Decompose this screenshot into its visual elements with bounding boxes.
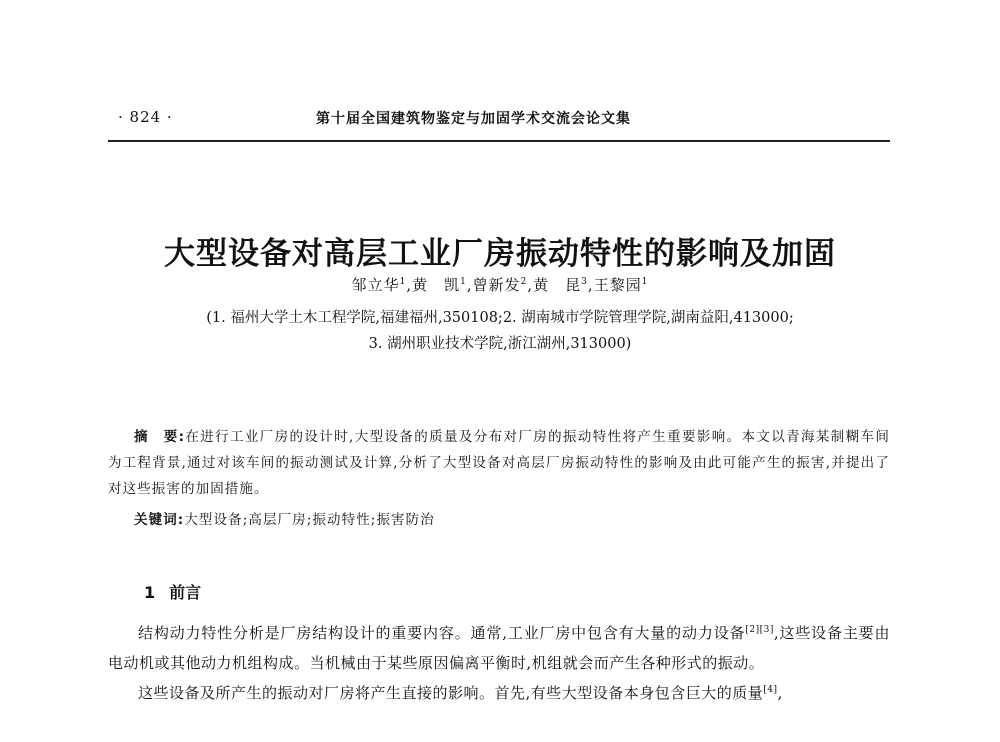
header-rule [108, 140, 890, 142]
affiliation-line: (1. 福州大学土木工程学院,福建福州,350108;2. 湖南城市学院管理学院,湖南益阳,413000; [206, 310, 794, 326]
keywords-label: 关键词: [134, 512, 185, 528]
section-title: 前言 [169, 583, 202, 602]
paper-title: 大型设备对高层工业厂房振动特性的影响及加固 [164, 236, 836, 272]
abstract-label: 摘 要: [134, 429, 186, 445]
keywords [134, 508, 435, 528]
citation: [2][3] [745, 625, 774, 635]
keywords-text: 大型设备;高层厂房;振动特性;振害防治 [184, 512, 435, 528]
author-name: 黄 昆 [533, 276, 582, 294]
abstract-indent [108, 429, 134, 445]
paragraph-text: ,这些设备主要由电动机或其他动力机组构成。当机械由于某些原因偏离平衡时,机组就会而产生各种形式的振动。 [108, 624, 890, 672]
author-name: 黄 凯 [412, 276, 461, 294]
citation: [4] [763, 685, 778, 695]
abstract [108, 424, 890, 502]
author-name: 曾新发 [472, 276, 521, 294]
paragraph-text: 这些设备及所产生的振动对厂房将产生直接的影响。首先,有些大型设备本身包含巨大的质量 [138, 684, 764, 702]
paragraph-text: , [777, 684, 783, 702]
author-affil-mark: 1 [460, 277, 467, 287]
author-affil-mark: 2 [520, 277, 528, 287]
affiliation-line: 3. 湖州职业技术学院,浙江湖州,313000) [368, 336, 632, 352]
author-affil-mark: 1 [399, 277, 407, 287]
page-number: · 824 · [118, 108, 173, 126]
author-affil-mark: 3 [581, 277, 588, 287]
series-title: 第十届全国建筑物鉴定与加固学术交流会论文集 [316, 111, 631, 127]
paragraph [108, 618, 890, 678]
author-list: 邹立华$^1$,黄 凯$^1$,曾新发$^2$,黄 昆$^3$,王黎园$^1$ [351, 276, 649, 294]
body-text [108, 618, 890, 708]
author-name: 王黎园 [593, 276, 642, 294]
section-heading [144, 580, 201, 603]
author-name: 邹立华 [351, 276, 400, 294]
paragraph [108, 678, 890, 708]
author-affil-mark: 1 [641, 277, 649, 287]
abstract-text: 在进行工业厂房的设计时,大型设备的质量及分布对厂房的振动特性将产生重要影响。本文以青海某制糊车间为工程背景,通过对该车间的振动测试及计算,分析了大型设备对高层厂房振动特性的影响及由此可能产生的振害,并提出了对这些振害的加固措施。 [108, 429, 890, 497]
running-header [0, 108, 1000, 132]
section-number: 1 [144, 583, 156, 602]
paragraph-text: 结构动力特性分析是厂房结构设计的重要内容。通常,工业厂房中包含有大量的动力设备 [138, 624, 746, 642]
